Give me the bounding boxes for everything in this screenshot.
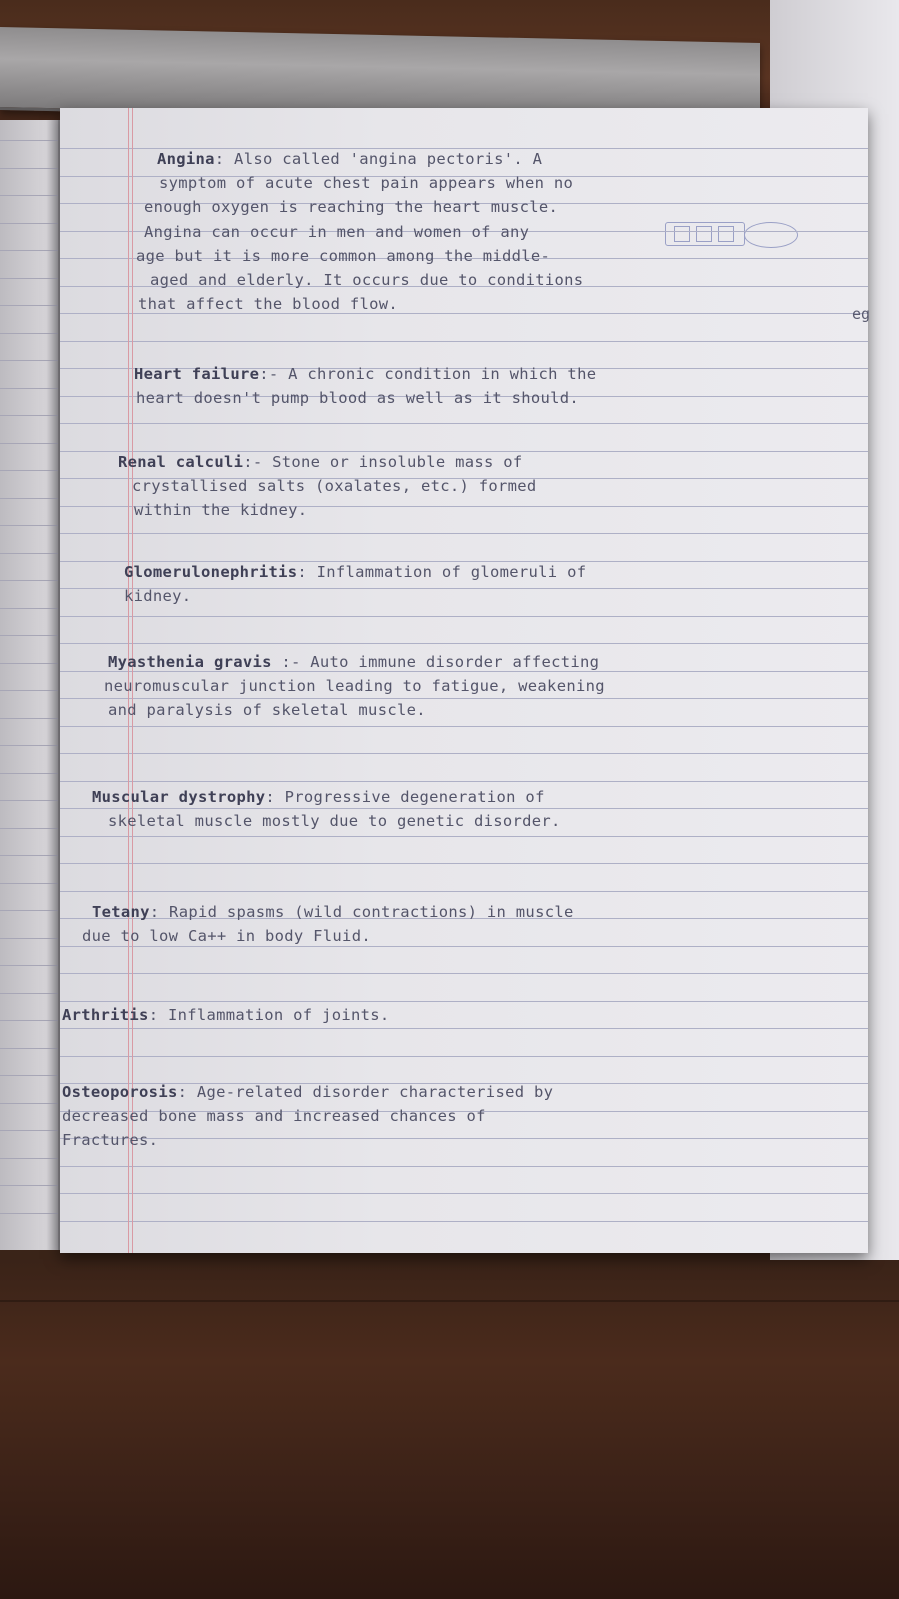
page-number-boxes (665, 222, 745, 246)
note-definition-heading-line: Renal calculi:- Stone or insoluble mass of (118, 453, 523, 471)
ruled-line (0, 773, 58, 774)
ruled-line (0, 360, 58, 361)
ruled-line (60, 341, 868, 342)
note-definition-line: aged and elderly. It occurs due to conditions (150, 271, 584, 289)
note-term: Arthritis (62, 1006, 149, 1024)
ruled-line (60, 781, 868, 782)
ruled-line (60, 863, 868, 864)
ruled-line (0, 1185, 58, 1186)
ruled-line (0, 168, 58, 169)
ruled-line (0, 910, 58, 911)
ruled-line (0, 498, 58, 499)
note-definition-line: that affect the blood flow. (138, 295, 399, 314)
ruled-line (0, 223, 58, 224)
ruled-line (0, 800, 58, 801)
ruled-line (0, 1048, 58, 1049)
ruled-line (0, 278, 58, 279)
note-definition-heading-line: Osteoporosis: Age-related disorder characterised by (62, 1083, 554, 1101)
ruled-line (60, 1028, 868, 1029)
ruled-line (0, 718, 58, 719)
ruled-line (0, 1130, 58, 1131)
note-definition-line: Angina can occur in men and women of any (144, 222, 530, 241)
ruled-line (60, 891, 868, 892)
note-definition-line: crystallised salts (oxalates, etc.) formed (132, 477, 537, 496)
note-definition-line: neuromuscular junction leading to fatigue, weakening (104, 677, 605, 696)
ruled-line (60, 836, 868, 837)
ruled-line (0, 690, 58, 691)
note-definition-line: decreased bone mass and increased chances of (62, 1107, 486, 1126)
ruled-line (60, 753, 868, 754)
ruled-line (0, 553, 58, 554)
ruled-line (60, 533, 868, 534)
ruled-line (0, 388, 58, 389)
ruled-line (0, 993, 58, 994)
ruled-line (0, 965, 58, 966)
note-definition-heading-line: Muscular dystrophy: Progressive degeneration of (92, 788, 545, 806)
note-definition-heading-line: Arthritis: Inflammation of joints. (62, 1006, 390, 1024)
note-definition-heading-line: Tetany: Rapid spasms (wild contractions) in muscle (92, 903, 574, 921)
note-term: Heart failure (134, 365, 260, 383)
ruled-line (0, 1020, 58, 1021)
note-definition-line: due to low Ca++ in body Fluid. (82, 927, 371, 946)
note-term: Angina (157, 150, 215, 168)
note-definition-heading-line: Angina: Also called 'angina pectoris'. A (157, 150, 543, 168)
note-term: Muscular dystrophy (92, 788, 266, 806)
ruled-line (60, 808, 868, 809)
ruled-line (60, 726, 868, 727)
ruled-line (0, 663, 58, 664)
ruled-line (0, 415, 58, 416)
notebook-page (60, 108, 871, 1253)
note-definition-line: skeletal muscle mostly due to genetic disorder. (108, 812, 561, 831)
note-definition-line: symptom of acute chest pain appears when no (159, 174, 574, 193)
note-definition-line: enough oxygen is reaching the heart muscle. (144, 198, 559, 217)
ruled-line (0, 443, 58, 444)
note-term: Glomerulonephritis (124, 563, 298, 581)
note-definition-line: age but it is more common among the middle- (136, 246, 551, 265)
ruled-line (60, 451, 868, 452)
ruled-line (0, 140, 58, 141)
ruled-line (60, 1001, 868, 1002)
ruled-line (0, 470, 58, 471)
note-definition-heading-line: Myasthenia gravis :- Auto immune disorder affecting (108, 653, 600, 671)
note-term: Renal calculi (118, 453, 244, 471)
ruled-line (0, 333, 58, 334)
note-definition-line: Fractures. (62, 1131, 159, 1150)
ruled-line (0, 1103, 58, 1104)
ruled-line (60, 973, 868, 974)
ruled-line (60, 1193, 868, 1194)
note-definition-line: heart doesn't pump blood as well as it should. (136, 389, 580, 408)
ruled-line (60, 1056, 868, 1057)
note-definition-line: and paralysis of skeletal muscle. (108, 701, 426, 720)
margin-note: eg (852, 305, 871, 323)
ruled-line (60, 1166, 868, 1167)
ruled-line (0, 195, 58, 196)
ruled-line (0, 305, 58, 306)
note-term: Tetany (92, 903, 150, 921)
note-term: Osteoporosis (62, 1083, 178, 1101)
ruled-line (0, 1158, 58, 1159)
ruled-line (0, 883, 58, 884)
note-definition-heading-line: Heart failure:- A chronic condition in which the (134, 365, 597, 383)
ruled-line (0, 608, 58, 609)
ruled-line (60, 616, 868, 617)
ruled-line (0, 1075, 58, 1076)
note-definition-heading-line: Glomerulonephritis: Inflammation of glomeruli of (124, 563, 587, 581)
note-definition-line: within the kidney. (134, 501, 308, 520)
left-notebook-page (0, 120, 60, 1250)
ruled-line (60, 1138, 868, 1139)
ruled-line (60, 643, 868, 644)
ruled-line (60, 423, 868, 424)
ruled-line (0, 938, 58, 939)
note-term: Myasthenia gravis (108, 653, 272, 671)
ruled-line (0, 745, 58, 746)
note-definition-line: kidney. (124, 587, 192, 606)
wooden-desk-bottom (0, 1260, 899, 1599)
ruled-line (0, 1213, 58, 1214)
ruled-line (0, 525, 58, 526)
ruled-line (0, 855, 58, 856)
ruled-line (0, 580, 58, 581)
ruled-line (60, 148, 868, 149)
ruled-line (60, 946, 868, 947)
ruled-line (0, 250, 58, 251)
ruled-line (60, 698, 868, 699)
ruled-line (0, 828, 58, 829)
ruled-line (60, 561, 868, 562)
date-circle (744, 222, 798, 248)
ruled-line (0, 635, 58, 636)
ruled-line (60, 1221, 868, 1222)
